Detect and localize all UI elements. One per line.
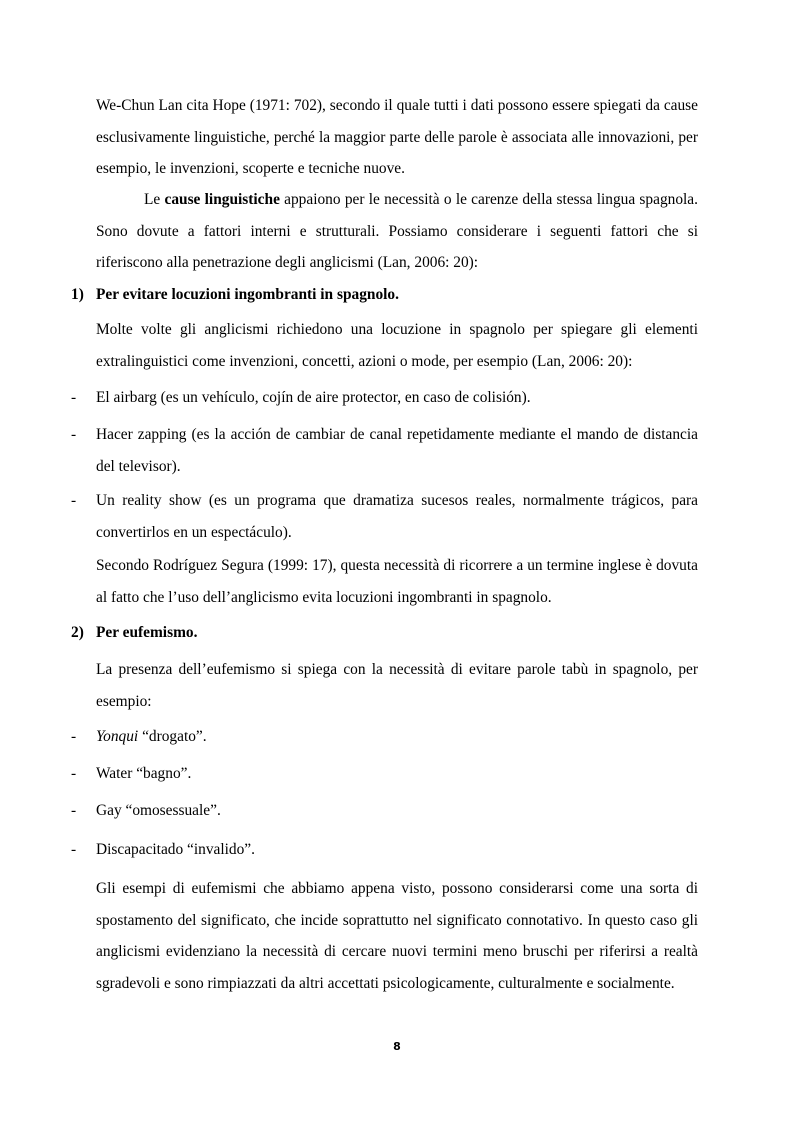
- bullet-marker: -: [71, 492, 77, 509]
- list-item-text: Water “bagno”.: [96, 765, 192, 782]
- bullet-marker: -: [71, 426, 77, 443]
- list-item: [71, 758, 698, 790]
- heading-number: 2): [71, 624, 84, 641]
- bullet-marker: -: [71, 765, 77, 782]
- paragraph-text: appaiono per le necessità o le carenze della stessa lingua spagnola. Sono dovute a fattori interni e strutturali. Possiamo considerare i seguenti fattori che si riferiscono alla penetrazione degli anglicismi (Lan, 2006: 20):: [96, 191, 698, 271]
- list-item-text: [96, 721, 698, 753]
- heading-number: 1): [71, 286, 84, 303]
- list-item-gloss: “drogato”.: [138, 728, 207, 745]
- paragraph-locuzioni: Molte volte gli anglicismi richiedono una locuzione in spagnolo per spiegare gli elementi extralinguistici come invenzioni, concetti, azioni o mode, per esempio (Lan, 2006: 20):: [96, 321, 698, 370]
- list-item-text: Discapacitado “invalido”.: [96, 841, 255, 858]
- list-item: [71, 485, 698, 548]
- italic-term: Yonqui: [96, 728, 139, 745]
- list-item: [71, 834, 698, 866]
- list-item: [71, 382, 698, 414]
- paragraph-hope-citation: We-Chun Lan cita Hope (1971: 702), secondo il quale tutti i dati possono essere spiegati da cause esclusivamente linguistiche, perché la maggior parte delle parole è associata alle innovazioni, per esempio, le invenzioni, scoperte e tecniche nuove.: [96, 97, 698, 177]
- paragraph-eufemismo: La presenza dell’eufemismo si spiega con la necessità di evitare parole tabù in spagnolo, per esempio:: [96, 661, 698, 710]
- section-heading-1: [71, 279, 698, 310]
- list-item-text: Un reality show (es un programa que dramatiza sucesos reales, normalmente trágicos, para convertirlos en un espectáculo).: [96, 492, 698, 541]
- list-item-text: Hacer zapping (es la acción de cambiar de canal repetidamente mediante el mando de distancia del televisor).: [96, 426, 698, 475]
- paragraph-rodriguez-segura: Secondo Rodríguez Segura (1999: 17), questa necessità di ricorrere a un termine inglese è dovuta al fatto che l’uso dell’anglicismo evita locuzioni ingombranti in spagnolo.: [96, 557, 698, 606]
- paragraph-text: Le: [144, 191, 165, 208]
- paragraph-cause-linguistiche: [96, 184, 698, 279]
- bold-term: cause linguistiche: [164, 191, 280, 208]
- list-item: [71, 721, 698, 753]
- list-item: [71, 419, 698, 482]
- page-number: 8: [393, 1040, 401, 1053]
- heading-text: Per evitare locuzioni ingombranti in spagnolo.: [96, 286, 399, 303]
- paragraph-spostamento-significato: Gli esempi di eufemismi che abbiamo appena visto, possono considerarsi come una sorta di spostamento del significato, che incide soprattutto nel significato connotativo. In questo caso gli anglicismi evidenziano la necessità di cercare nuovi termini meno bruschi per riferirsi a realtà sgradevoli e sono rimpiazzati da altri accettati psicologicamente, culturalmente e socialmente.: [96, 880, 698, 992]
- list-item-text: Gay “omosessuale”.: [96, 802, 221, 819]
- list-item-text: El airbarg (es un vehículo, cojín de aire protector, en caso de colisión).: [96, 389, 531, 406]
- bullet-marker: -: [71, 802, 77, 819]
- bullet-marker: -: [71, 841, 77, 858]
- bullet-marker: -: [71, 389, 77, 406]
- list-item: [71, 795, 698, 827]
- heading-text: Per eufemismo.: [96, 624, 198, 641]
- section-heading-2: [71, 617, 698, 648]
- bullet-marker: -: [71, 728, 77, 745]
